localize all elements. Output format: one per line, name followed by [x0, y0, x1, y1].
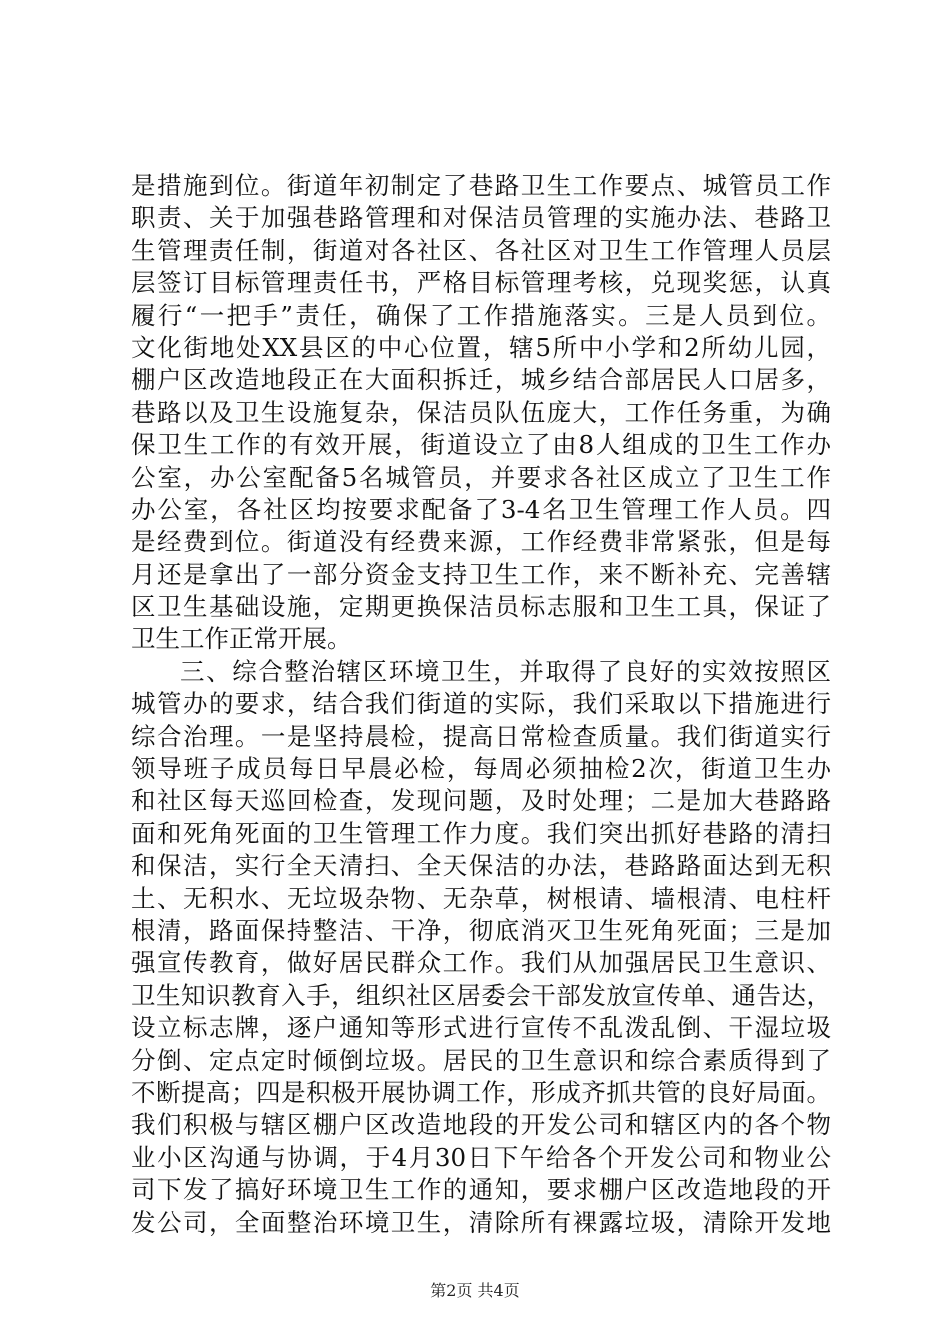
text-line: 是措施到位。街道年初制定了巷路卫生工作要点、城管员工作 — [131, 171, 831, 200]
text-line: 办公室，各社区均按要求配备了3-4名卫生管理工作人员。四 — [131, 494, 831, 524]
paragraph-2 — [131, 656, 831, 1239]
page-number-footer: 第2页 共4页 — [430, 1281, 520, 1300]
text-line: 分倒、定点定时倾倒垃圾。居民的卫生意识和综合素质得到了 — [131, 1045, 831, 1075]
text-line: 区卫生基础设施，定期更换保洁员标志服和卫生工具，保证了 — [131, 592, 831, 622]
text-line: 和社区每天巡回检查，发现问题，及时处理；二是加大巷路路 — [131, 786, 831, 816]
text-line: 文化街地处XX县区的中心位置，辖5所中小学和2所幼儿园， — [131, 332, 831, 362]
text-line: 城管办的要求，结合我们街道的实际，我们采取以下措施进行 — [131, 689, 831, 719]
text-line: 设立标志牌，逐户通知等形式进行宣传不乱泼乱倒、干湿垃圾 — [131, 1013, 831, 1043]
text-line: 是经费到位。街道没有经费来源，工作经费非常紧张，但是每 — [131, 527, 831, 557]
text-line: 强宣传教育，做好居民群众工作。我们从加强居民卫生意识、 — [131, 948, 831, 978]
text-line: 领导班子成员每日早晨必检，每周必须抽检2次，街道卫生办 — [131, 754, 831, 784]
text-line: 和保洁，实行全天清扫、全天保洁的办法，巷路路面达到无积 — [131, 851, 831, 881]
text-line: 业小区沟通与协调，于4月30日下午给各个开发公司和物业公 — [131, 1142, 831, 1172]
text-line: 生管理责任制，街道对各社区、各社区对卫生工作管理人员层 — [131, 235, 831, 265]
text-line: 巷路以及卫生设施复杂，保洁员队伍庞大，工作任务重，为确 — [131, 397, 831, 427]
text-line: 不断提高；四是积极开展协调工作，形成齐抓共管的良好局面。 — [131, 1077, 831, 1107]
text-line: 司下发了搞好环境卫生工作的通知，要求棚户区改造地段的开 — [131, 1175, 831, 1205]
text-line: 层签订目标管理责任书，严格目标管理考核，兑现奖惩，认真 — [131, 268, 831, 298]
paragraph-1 — [131, 170, 831, 656]
text-line: 保卫生工作的有效开展，街道设立了由8人组成的卫生工作办 — [131, 430, 831, 460]
text-line: 面和死角死面的卫生管理工作力度。我们突出抓好巷路的清扫 — [131, 818, 831, 848]
document-body — [131, 170, 831, 1239]
text-line: 卫生工作正常开展。 — [131, 624, 352, 654]
text-line: 月还是拿出了一部分资金支持卫生工作，来不断补充、完善辖 — [131, 559, 831, 589]
text-line: 棚户区改造地段正在大面积拆迁，城乡结合部居民人口居多， — [131, 365, 831, 395]
text-line: 职责、关于加强巷路管理和对保洁员管理的实施办法、巷路卫 — [131, 203, 831, 233]
text-line: 综合治理。一是坚持晨检，提高日常检查质量。我们街道实行 — [131, 721, 831, 751]
text-line: 根清，路面保持整洁、干净，彻底消灭卫生死角死面；三是加 — [131, 915, 831, 945]
text-line: 我们积极与辖区棚户区改造地段的开发公司和辖区内的各个物 — [131, 1110, 831, 1140]
text-line: 发公司，全面整治环境卫生，清除所有裸露垃圾，清除开发地 — [131, 1207, 831, 1237]
text-line: 三、综合整治辖区环境卫生，并取得了良好的实效按照区 — [180, 656, 831, 686]
text-line: 履行“一把手”责任，确保了工作措施落实。三是人员到位。 — [131, 300, 831, 330]
text-line: 土、无积水、无垃圾杂物、无杂草，树根请、墙根清、电柱杆 — [131, 883, 831, 913]
text-line: 卫生知识教育入手，组织社区居委会干部发放宣传单、通告达， — [131, 980, 831, 1010]
text-line: 公室，办公室配备5名城管员，并要求各社区成立了卫生工作 — [131, 462, 831, 492]
